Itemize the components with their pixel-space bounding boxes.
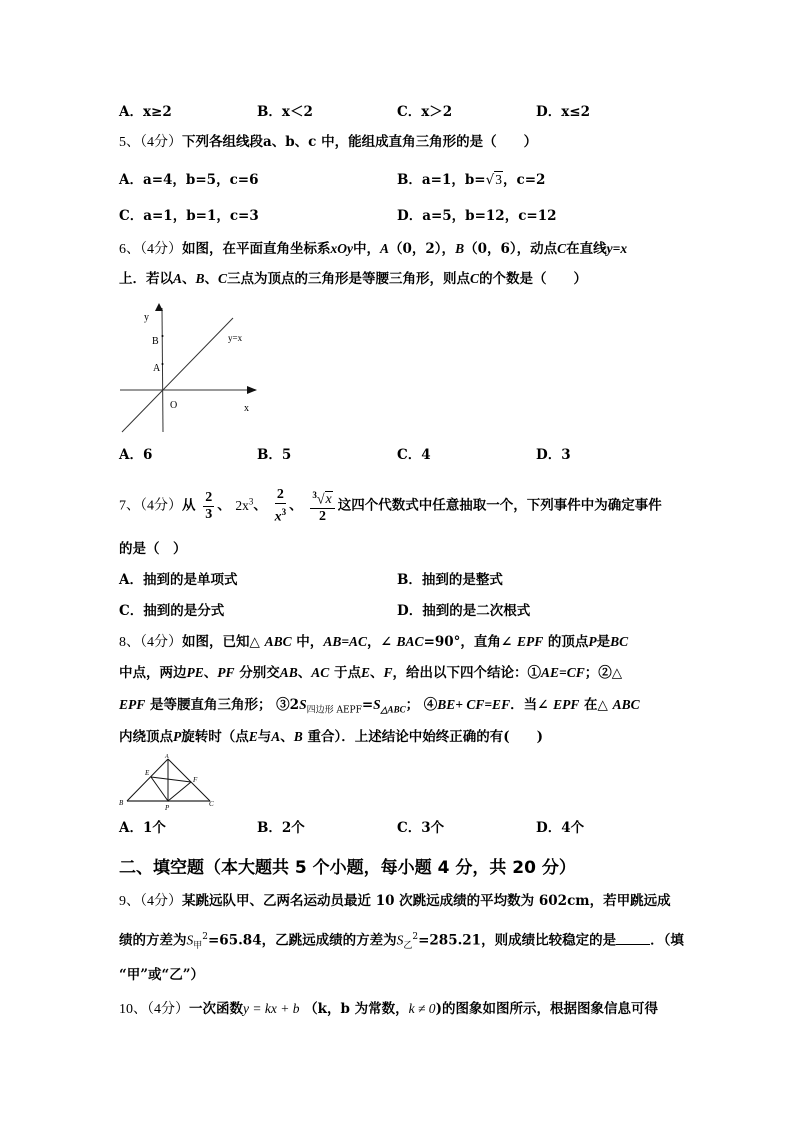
text: 与 [257, 729, 272, 745]
q5-stem [119, 133, 537, 152]
q5-option-a: A．a=4，b=5，c=6 [119, 172, 259, 188]
q8-line-3 [119, 696, 640, 720]
text: 在直线 [566, 241, 607, 257]
condition: k ≠ 0 [408, 1001, 436, 1016]
math-var: A [271, 729, 281, 744]
expr-2x3 [235, 498, 253, 513]
text: 是 [596, 634, 611, 650]
den-var: x [274, 509, 282, 525]
q7-option-c: C．抽到的是分式 [119, 603, 225, 619]
q8-option-d: D．4个 [536, 820, 585, 836]
equation: y = kx + b [243, 1001, 300, 1016]
math-var: A [380, 241, 390, 256]
math-var: AE=CF [541, 665, 585, 680]
text: 中， [291, 634, 324, 650]
text: )的图象如图所示，根据图象信息可得 [435, 1001, 658, 1017]
numerator: $^3$√x [310, 487, 334, 510]
math-var: S [373, 697, 381, 712]
subscript: 甲 [193, 941, 203, 952]
text: =90°，直角∠ [423, 634, 517, 650]
denominator: 2 [319, 509, 327, 525]
q7-option-b: B．抽到的是整式 [397, 572, 503, 588]
q5-option-b-suffix: ，c=2 [502, 172, 546, 188]
q8-line-1 [119, 633, 628, 652]
math-var: EPF [516, 634, 544, 649]
math-var: AB [279, 665, 298, 680]
q7-option-d: D．抽到的是二次根式 [397, 603, 531, 619]
label-b: B [119, 799, 124, 807]
q7-line-2: 的是（ ） [119, 541, 187, 557]
text: 这四个代数式中任意抽取一个，下列事件中为确定事件 [337, 497, 662, 514]
point-a [162, 363, 164, 365]
section-heading: 二、填空题（本大题共 5 个小题，每小题 4 分，共 20 分） [119, 858, 576, 878]
numerator: 2 [276, 486, 284, 502]
math-var: xOy [330, 241, 353, 256]
q6-coordinate-figure [110, 300, 270, 440]
text: = [361, 697, 374, 713]
text: =285.21，则成绩比较稳定的是 [418, 932, 617, 949]
q8-option-b: B．2个 [257, 820, 305, 836]
q9-number: 9、（4分） [119, 894, 182, 909]
text: ．（填 [650, 932, 684, 949]
q8-option-c: C．3个 [397, 820, 445, 836]
q8-option-a: A．1个 [119, 820, 166, 836]
text: 在△ [579, 697, 613, 713]
text: 是等腰直角三角形； ③2 [145, 697, 300, 713]
math-var: F [383, 665, 393, 680]
q6-option-b: B．5 [257, 447, 292, 463]
x-label: x [244, 403, 249, 414]
label-f: F [193, 776, 198, 784]
denominator [275, 504, 287, 526]
math-var: B [195, 271, 205, 286]
sqrt-symbol: √ [485, 172, 495, 188]
math-var: S [299, 697, 307, 712]
answer-blank[interactable] [616, 932, 650, 945]
text: 某跳远队甲、乙两名运动员最近 10 次跳远成绩的平均数为 602cm，若甲跳远成 [182, 893, 671, 909]
text: 旋转时（点 [181, 729, 249, 745]
q5-option-b-prefix: B．a=1，b= [397, 172, 486, 188]
math-var: ABC [612, 697, 640, 712]
segment-pe [151, 777, 168, 801]
math-var: BE+ CF=EF [437, 697, 511, 712]
text: ；②△ [584, 665, 623, 681]
q4-option-c: C．x＞2 [397, 104, 453, 120]
text: （k，b 为常数， [304, 1001, 409, 1017]
fraction-2-x3 [275, 487, 287, 526]
text: ； ④ [405, 697, 438, 713]
variance-symbol: S [396, 932, 404, 948]
math-var: B [293, 729, 303, 744]
q8-triangle-figure [110, 750, 230, 815]
q7-option-a: A．抽到的是单项式 [119, 572, 238, 588]
text: 重合）．上述结论中始终正确的有( ) [302, 729, 544, 745]
math-var: BC [610, 634, 629, 649]
q4-option-b: B．x＜2 [257, 104, 313, 120]
text: 一次函数 [189, 1001, 243, 1017]
math-var: E [248, 729, 258, 744]
q9-line-1 [119, 892, 671, 911]
text: ，∠ [367, 634, 397, 650]
math-var: A [173, 271, 183, 286]
q10-number: 10、（4分） [119, 1002, 189, 1017]
text: 从 [182, 497, 196, 514]
text: 于点 [329, 665, 361, 681]
math-var: C [470, 271, 480, 286]
text: 三点为顶点的三角形是等腰三角形，则点 [227, 271, 471, 287]
q6-line-1 [119, 240, 627, 259]
text: 、 [253, 497, 267, 514]
text: 、 [297, 665, 312, 681]
q6-line-2 [119, 270, 587, 288]
text: （0，2）， [389, 241, 456, 257]
q8-line-2 [119, 664, 622, 682]
point-a-label: A [153, 363, 161, 374]
q8-line-4 [119, 728, 543, 746]
math-var: EPF [553, 697, 580, 712]
q9-line-2 [119, 928, 684, 955]
subscript: △ABC [380, 704, 406, 715]
text: 中， [353, 241, 380, 257]
math-var: C [218, 271, 228, 286]
x-axis-arrow-icon [247, 386, 257, 394]
q7-number: 7、（4分） [119, 498, 182, 514]
text: 如图，在平面直角坐标系 [182, 241, 331, 257]
label-c: C [209, 800, 214, 808]
text: 、 [217, 497, 231, 514]
numerator: 2 [205, 489, 213, 505]
text: 、 [182, 271, 196, 287]
q8-number: 8、（4分） [119, 635, 182, 650]
text: 如图，已知△ [182, 634, 265, 650]
q4-option-d: D．x≤2 [536, 104, 590, 120]
text: 、 [369, 665, 384, 681]
segment-ef [151, 777, 191, 782]
q5-option-d: D．a=5，b=12，c=12 [397, 208, 557, 224]
q9-line-3: “甲”或“乙”） [119, 967, 205, 983]
q5-option-b-radicand: 3 [495, 172, 502, 187]
variance-symbol: S [186, 932, 194, 948]
origin-label: O [170, 400, 178, 411]
math-var: PF [217, 665, 235, 680]
exponent: 3 [281, 506, 287, 517]
text: 的顶点 [543, 634, 589, 650]
point-b-label: B [152, 336, 159, 347]
math-var: y=x [606, 241, 628, 256]
y-label: y [144, 312, 149, 323]
text: =65.84，乙跳远成绩的方差为 [208, 932, 397, 949]
math-var: E [360, 665, 370, 680]
subscript: 乙 [403, 941, 413, 952]
text: 中点，两边 [119, 665, 187, 681]
text: 的个数是（ ） [479, 271, 588, 287]
q6-number: 6、（4分） [119, 242, 182, 257]
math-var: C [557, 241, 567, 256]
side-ab [127, 759, 168, 801]
q5-option-c: C．a=1，b=1，c=3 [119, 208, 259, 224]
text: 、 [204, 271, 219, 287]
math-var: B [455, 241, 465, 256]
math-var: AB=AC [323, 634, 368, 649]
q7-line-1 [119, 483, 662, 525]
label-a: A [165, 754, 169, 760]
math-var: P [173, 729, 182, 744]
q6-option-d: D．3 [536, 447, 571, 463]
math-var: ABC [264, 634, 292, 649]
text: 分别交 [234, 665, 280, 681]
math-var: AC [311, 665, 330, 680]
subscript: 四边形 AEPF [306, 705, 362, 716]
text: （0，6），动点 [464, 241, 558, 257]
math-var: BAC [396, 634, 424, 649]
q5-text: 下列各组线段a、b、c 中，能组成直角三角形的是（ ） [182, 134, 538, 150]
math-var: P [588, 634, 597, 649]
line-y-equals-x [122, 318, 233, 432]
fraction-2-3 [203, 490, 214, 523]
text: 上．若以 [119, 271, 173, 287]
text: ．当∠ [510, 697, 554, 713]
exponent: 3 [248, 496, 254, 506]
exponent: 2 [412, 932, 419, 942]
text: 、 [289, 497, 303, 514]
root-index: 3 [312, 489, 317, 500]
text: ，给出以下四个结论：① [392, 665, 541, 681]
point-b [162, 335, 164, 337]
q10-line-1 [119, 1000, 658, 1019]
denominator: 3 [205, 506, 213, 522]
line-label: y=x [228, 333, 243, 343]
q5-number: 5、（4分） [119, 135, 182, 150]
q5-option-b [397, 171, 545, 189]
label-e: E [145, 769, 150, 777]
q6-option-c: C．4 [397, 447, 431, 463]
exponent: 2 [202, 932, 208, 942]
label-p: P [165, 804, 170, 812]
text: 、 [280, 729, 294, 745]
q6-option-a: A．6 [119, 447, 153, 463]
segment-pf [168, 782, 191, 801]
q4-option-a: A．x≥2 [119, 104, 172, 120]
text: 内绕顶点 [119, 729, 173, 745]
math-var: EPF [119, 697, 146, 712]
y-axis [162, 308, 163, 432]
text: 、 [203, 665, 218, 681]
y-axis-arrow-icon [155, 303, 163, 311]
text: 绩的方差为 [119, 932, 187, 949]
fraction-cbrt-x-2 [310, 487, 334, 526]
radicand: x [325, 492, 332, 508]
expr-base: 2x [235, 497, 249, 513]
math-var: PE [186, 665, 204, 680]
